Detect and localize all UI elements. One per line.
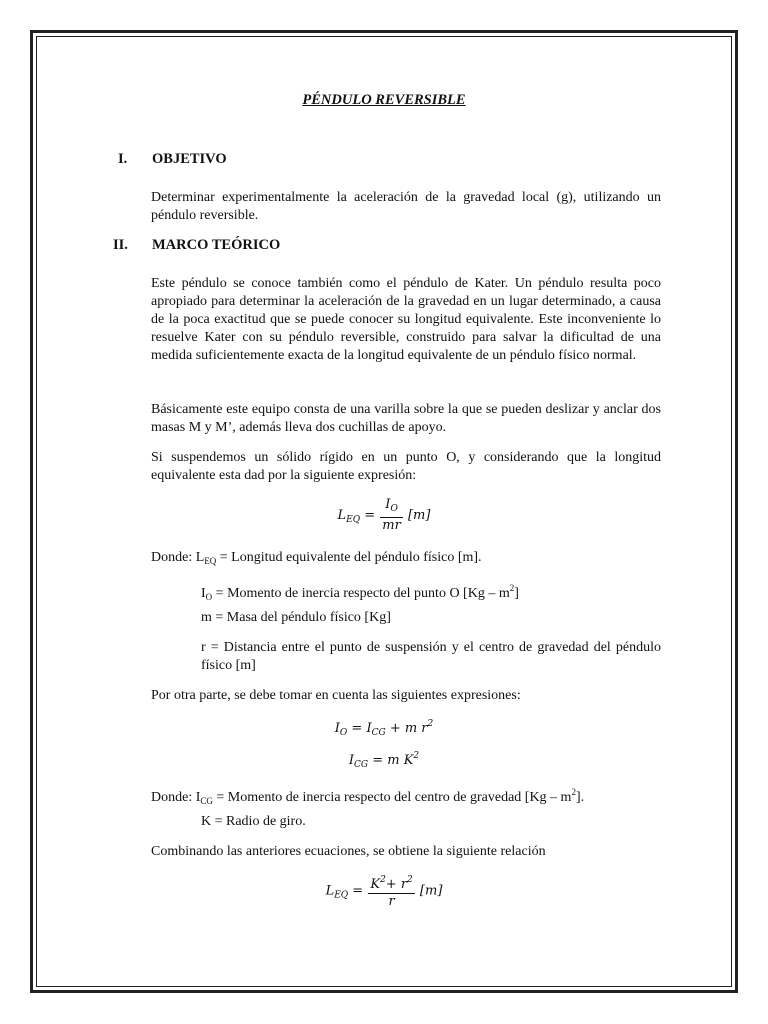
- equation-fraction: $\frac{K^2+ r^2}{r}$: [368, 872, 414, 910]
- marco-paragraph-1: Este péndulo se conoce también como el péndulo de Kater. Un péndulo resulta poco apropiado para determinar la aceleración de la gravedad en un lugar determinado, a causa de la poca exactitud que se puede conocer su longitud equivalente. Este inconveniente lo resuelve Kater con su péndulo reversible, construido para salvar la dificultad de una medida suficientemente exacta de la longitud equivalente de un péndulo físico normal.: [151, 276, 661, 363]
- donde-icg-line: Donde: $I_{CG}$ = Momento de inercia respecto del centro de gravedad $[Kg - m^2]$.: [151, 787, 585, 806]
- equation-fraction: $\frac{I_O}{mr}$: [382, 497, 401, 533]
- section-title: OBJETIVO: [152, 151, 227, 167]
- equation-leq-combined: $L_{EQ}$ = $\frac{K^2+ r^2}{r}$ [m]: [0, 872, 768, 910]
- definition-k: K = Radio de giro.: [201, 814, 306, 829]
- equation-leq: $L_{EQ}$ = $\frac{I_O}{mr}$ [m]: [337, 497, 431, 533]
- section-title: MARCO TEÓRICO: [152, 237, 281, 253]
- donde-leq-line: Donde: $L_{EQ}$ = Longitud equivalente del péndulo físico [m].: [151, 550, 482, 566]
- section-number: I.: [118, 151, 128, 167]
- marco-paragraph-3: Si suspendemos un sólido rígido en un punto O, y considerando que la longitud equivalente esta dad por la siguiente expresión:: [151, 450, 661, 483]
- equation-icg: $I_{CG} = m$ $K^2$: [348, 751, 420, 770]
- definition-m: m = Masa del péndulo físico [Kg]: [201, 610, 391, 625]
- definition-io: $I_O$ = Momento de inercia respecto del punto O $[Kg - m^2]$: [201, 583, 519, 602]
- objetivo-paragraph: Determinar experimentalmente la aceleración de la gravedad local (g), utilizando un péndulo reversible.: [151, 190, 661, 223]
- marco-paragraph-5: Combinando las anteriores ecuaciones, se obtiene la siguiente relación: [151, 844, 546, 859]
- section-number: II.: [113, 237, 128, 253]
- marco-paragraph-4: Por otra parte, se debe tomar en cuenta las siguientes expresiones:: [151, 688, 521, 703]
- definition-r: r = Distancia entre el punto de suspensión y el centro de gravedad del péndulo físico [m]: [201, 640, 661, 673]
- marco-paragraph-2: Básicamente este equipo consta de una varilla sobre la que se pueden deslizar y anclar dos masas M y M’, además lleva dos cuchillas de apoyo.: [151, 402, 661, 435]
- document-title: PÉNDULO REVERSIBLE: [302, 92, 466, 108]
- equation-io: $I_O = I_{CG} + m$ $r^2$: [334, 719, 434, 738]
